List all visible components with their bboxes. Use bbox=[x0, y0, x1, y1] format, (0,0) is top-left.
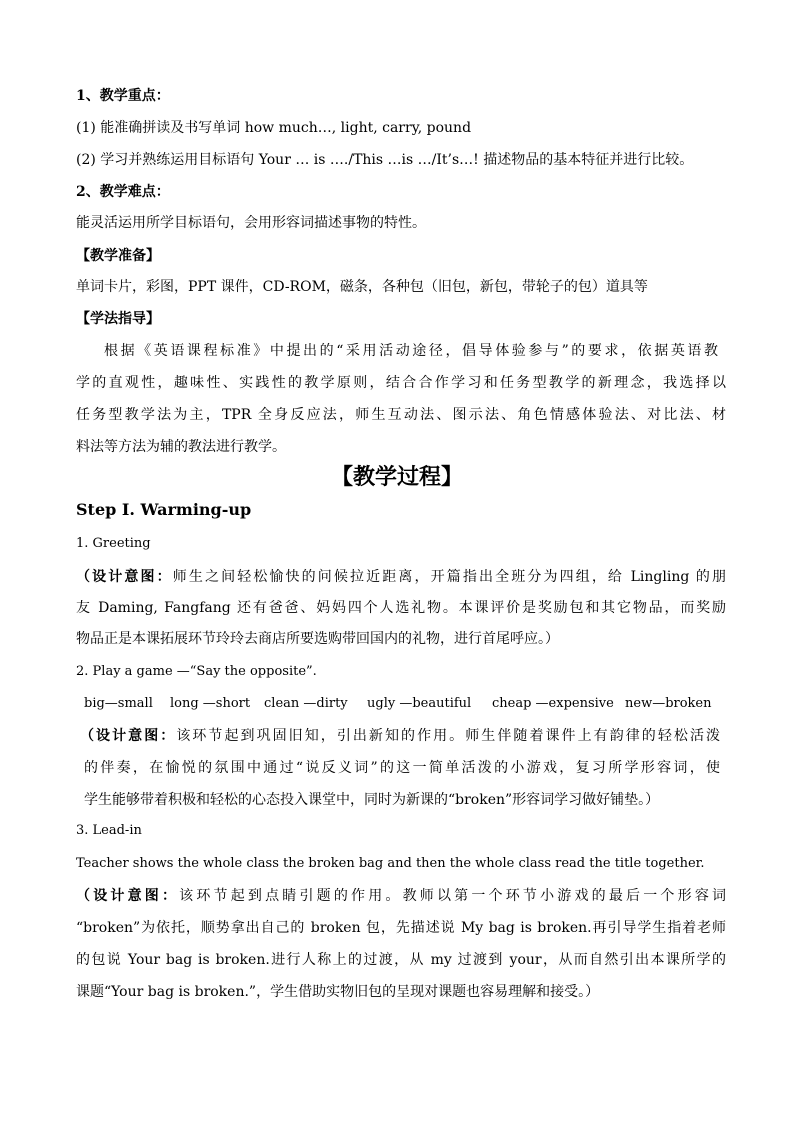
design-intent-3-line: （设计意图：该环节起到点睛引题的作用。教师以第一个环节小游戏的最后一个形容词 bbox=[76, 888, 727, 904]
teaching-preparation-heading: 【教学准备】 bbox=[76, 248, 160, 264]
opposite-pair: ugly —beautiful bbox=[367, 696, 472, 711]
teaching-difficulty-heading: 2、教学难点： bbox=[76, 184, 170, 200]
design-intent-label: （设计意图： bbox=[76, 569, 173, 585]
design-intent-2-line: 的伴奏，在愉悦的氛围中通过“说反义词”的这一简单活泼的小游戏，复习所学形容词，使 bbox=[84, 760, 720, 776]
step-1-item-lead-in: 3. Lead-in bbox=[76, 823, 142, 838]
teaching-preparation-text: 单词卡片，彩图，PPT 课件，CD-ROM，磁条，各种包（旧包，新包，带轮子的包）道具等 bbox=[76, 279, 648, 295]
learning-method-line: 料法等方法为辅的教法进行教学。 bbox=[76, 439, 286, 455]
teaching-process-title: 【教学过程】 bbox=[330, 464, 463, 490]
design-intent-2-line: 学生能够带着积极和轻松的心态投入课堂中，同时为新课的“broken”形容词学习做好铺垫。） bbox=[84, 792, 660, 808]
design-intent-label: （设计意图： bbox=[76, 888, 180, 904]
design-intent-2-line: （设计意图：该环节起到巩固旧知，引出新知的作用。师生伴随着课件上有韵律的轻松活泼 bbox=[80, 728, 721, 744]
learning-method-line: 学的直观性，趣味性、实践性的教学原则，结合合作学习和任务型教学的新理念，我选择以 bbox=[76, 375, 726, 391]
teaching-focus-item-2: (2) 学习并熟练运用目标语句 Your … is …./This …is …/It’s…! 描述物品的基本特征并进行比较。 bbox=[76, 152, 694, 168]
opposite-pair: clean —dirty bbox=[264, 696, 348, 711]
design-intent-1-line: （设计意图：师生之间轻松愉快的问候拉近距离，开篇指出全班分为四组，给 Lingling 的朋 bbox=[76, 569, 726, 585]
teaching-focus-item-1: (1) 能准确拼读及书写单词 how much…, light, carry, pound bbox=[76, 120, 472, 136]
design-intent-1-line: 物品正是本课拓展环节玲玲去商店所要选购带回国内的礼物，进行首尾呼应。） bbox=[76, 631, 559, 647]
learning-method-line: 根据《英语课程标准》中提出的“采用活动途径，倡导体验参与”的要求，依据英语教 bbox=[104, 343, 718, 359]
design-intent-label: （设计意图： bbox=[80, 728, 177, 744]
learning-method-line: 任务型教学法为主，TPR 全身反应法，师生互动法、图示法、角色情感体验法、对比法、材 bbox=[76, 407, 726, 423]
design-intent-3-line: “broken”为依托，顺势拿出自己的 broken 包，先描述说 My bag is broken.再引导学生指着老师 bbox=[76, 920, 726, 936]
step-1-heading: Step Ⅰ. Warming-up bbox=[76, 500, 252, 519]
teaching-difficulty-text: 能灵活运用所学目标语句，会用形容词描述事物的特性。 bbox=[76, 215, 426, 231]
teaching-focus-heading: 1、教学重点： bbox=[76, 88, 170, 104]
design-intent-1-line: 友 Daming, Fangfang 还有爸爸、妈妈四个人选礼物。本课评价是奖励包和其它物品，而奖励 bbox=[76, 600, 726, 616]
opposites-list bbox=[84, 694, 724, 714]
opposite-pair: new—broken bbox=[625, 696, 712, 711]
design-intent-3-line: 的包说 Your bag is broken.进行人称上的过渡，从 my 过渡到 your，从而自然引出本课所学的 bbox=[76, 952, 726, 968]
opposite-pair: long —short bbox=[170, 696, 251, 711]
step-1-item-greeting: 1. Greeting bbox=[76, 536, 151, 551]
lead-in-text: Teacher shows the whole class the broken bag and then the whole class read the title together. bbox=[76, 856, 705, 871]
opposite-pair: cheap —expensive bbox=[492, 696, 614, 711]
step-1-item-game: 2. Play a game —“Say the opposite”. bbox=[76, 664, 317, 679]
opposite-pair: big—small bbox=[84, 696, 153, 711]
design-intent-3-line: 课题“Your bag is broken.”，学生借助实物旧包的呈现对课题也容易理解和接受。） bbox=[76, 984, 600, 1000]
learning-method-heading: 【学法指导】 bbox=[76, 311, 160, 327]
